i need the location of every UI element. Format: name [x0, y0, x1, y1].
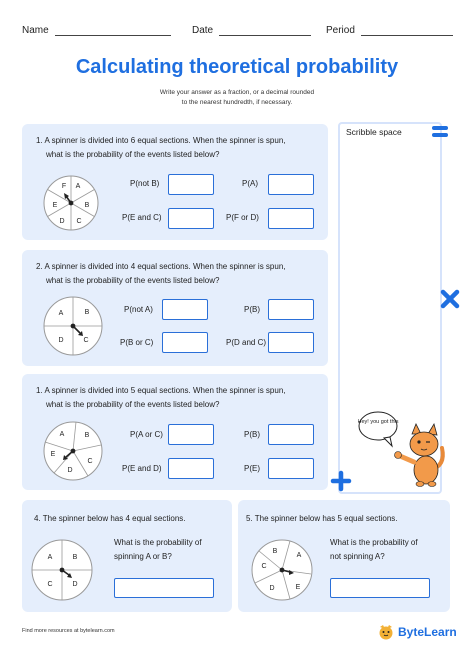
- question-1-card: [22, 124, 328, 240]
- scribble-title: Scribble space: [346, 127, 402, 137]
- q3-event-3-label: P(E and D): [122, 464, 162, 473]
- name-label: Name: [22, 25, 49, 36]
- question-5-line-1: 5. The spinner below has 5 equal sections.: [246, 514, 398, 523]
- spinner-label: A: [47, 554, 53, 561]
- name-field: [22, 24, 171, 36]
- spinner-label: B: [84, 202, 90, 209]
- q1-event-3-label: P(E and C): [122, 213, 162, 222]
- question-2-line-1: 2. A spinner is divided into 4 equal sections. When the spinner is spun,: [36, 262, 286, 271]
- question-5-line-3: not spinning A?: [330, 552, 385, 561]
- q5-answer-box[interactable]: [330, 578, 430, 598]
- spinner-label: D: [72, 581, 78, 588]
- spinner-pin: [60, 568, 65, 573]
- q1-answer-box-4[interactable]: [268, 208, 314, 229]
- spinner-label: B: [84, 432, 90, 439]
- spinner-label: C: [47, 581, 53, 588]
- question-3-line-2: what is the probability of the events listed below?: [46, 400, 220, 409]
- question-5-prompt: [330, 536, 418, 564]
- q4-answer-box[interactable]: [114, 578, 214, 598]
- page-title: Calculating theoretical probability: [75, 56, 399, 78]
- plus-icon: [330, 470, 352, 492]
- question-1-line-2: what is the probability of the events listed below?: [46, 150, 220, 159]
- spinner-label: E: [50, 451, 56, 458]
- q1-answer-box-2[interactable]: [268, 174, 314, 195]
- brand-name: ByteLearn: [398, 625, 457, 639]
- spinner-6-sections: [42, 174, 100, 232]
- period-line[interactable]: [361, 24, 453, 36]
- q2-event-2-label: P(B): [244, 305, 260, 314]
- spinner-label: C: [87, 458, 93, 465]
- bytelearn-logo-icon: [378, 624, 394, 640]
- q2-event-1-label: P(not A): [124, 305, 153, 314]
- q1-event-4-label: P(F or D): [226, 213, 259, 222]
- spinner-label: E: [52, 202, 58, 209]
- question-4-line-2: What is the probability of: [114, 538, 202, 547]
- q2-answer-box-3[interactable]: [162, 332, 208, 353]
- date-field: [192, 24, 311, 36]
- q3-answer-box-2[interactable]: [268, 424, 314, 445]
- spinner-label: C: [83, 337, 89, 344]
- question-4-card: [22, 500, 232, 612]
- q2-answer-box-4[interactable]: [268, 332, 314, 353]
- equals-icon: [430, 124, 450, 140]
- q1-answer-box-1[interactable]: [168, 174, 214, 195]
- name-line[interactable]: [55, 24, 171, 36]
- q2-answer-box-2[interactable]: [268, 299, 314, 320]
- spinner-label: A: [75, 183, 81, 190]
- spinner-label: A: [59, 431, 65, 438]
- spinner-4-sections: [42, 295, 104, 357]
- q3-answer-box-4[interactable]: [268, 458, 314, 479]
- spinner-label: C: [261, 563, 267, 570]
- period-field: [326, 24, 453, 36]
- q2-answer-box-1[interactable]: [162, 299, 208, 320]
- cat-mascot-icon: [358, 408, 450, 488]
- question-4-line-1: 4. The spinner below has 4 equal sections.: [34, 514, 186, 523]
- spinner-label: A: [296, 552, 302, 559]
- q3-answer-box-1[interactable]: [168, 424, 214, 445]
- question-5-card: [238, 500, 450, 612]
- q2-event-4-label: P(D and C): [226, 338, 267, 347]
- question-1-text: [36, 134, 285, 162]
- q3-event-1-label: P(A or C): [130, 430, 163, 439]
- spinner-label: F: [61, 183, 67, 190]
- spinner-label: D: [59, 218, 65, 225]
- question-1-line-1: 1. A spinner is divided into 6 equal sections. When the spinner is spun,: [36, 136, 286, 145]
- date-label: Date: [192, 25, 214, 36]
- q1-event-2-label: P(A): [242, 179, 258, 188]
- spinner-label: C: [76, 218, 82, 225]
- instructions: [0, 88, 474, 108]
- question-3-line-1: 1. A spinner is divided into 5 equal sections. When the spinner is spun,: [36, 386, 286, 395]
- instructions-line-2: to the nearest hundredth, if necessary.: [181, 99, 293, 106]
- question-2-line-2: what is the probability of the events listed below?: [46, 276, 220, 285]
- question-3-text: [36, 384, 285, 412]
- bytelearn-brand[interactable]: [378, 624, 457, 640]
- question-2-text: [36, 260, 285, 288]
- q2-event-3-label: P(B or C): [120, 338, 154, 347]
- spinner-label: D: [58, 337, 64, 344]
- spinner-label: B: [84, 309, 90, 316]
- period-label: Period: [326, 25, 355, 36]
- worksheet-header: [22, 24, 454, 44]
- date-line[interactable]: [219, 24, 311, 36]
- spinner-5-sections-q5: [250, 538, 314, 602]
- question-2-card: [22, 250, 328, 366]
- q3-answer-box-3[interactable]: [168, 458, 214, 479]
- question-4-prompt: [114, 536, 202, 564]
- spinner-5-sections: [42, 420, 104, 482]
- spinner-pin: [71, 324, 76, 329]
- spinner-label: B: [272, 548, 278, 555]
- speech-bubble-text: Hey! you got this: [358, 419, 399, 425]
- spinner-pin: [280, 568, 285, 573]
- spinner-label: D: [67, 467, 73, 474]
- times-icon: [439, 288, 461, 310]
- q3-event-4-label: P(E): [244, 464, 260, 473]
- instructions-line-1: Write your answer as a fraction, or a decimal rounded: [159, 89, 315, 96]
- q1-event-1-label: P(not B): [130, 179, 160, 188]
- spinner-pin: [69, 201, 74, 206]
- spinner-pin: [71, 449, 76, 454]
- spinner-4-sections-q4: [30, 538, 94, 602]
- footer-text: Find more resources at bytelearn.com: [22, 628, 115, 634]
- q3-event-2-label: P(B): [244, 430, 260, 439]
- question-3-card: [22, 374, 328, 490]
- question-5-line-2: What is the probability of: [330, 538, 418, 547]
- question-4-line-3: spinning A or B?: [114, 552, 172, 561]
- spinner-label: D: [269, 585, 275, 592]
- spinner-label: A: [58, 310, 64, 317]
- spinner-label: B: [72, 554, 78, 561]
- spinner-label: E: [295, 584, 301, 591]
- q1-answer-box-3[interactable]: [168, 208, 214, 229]
